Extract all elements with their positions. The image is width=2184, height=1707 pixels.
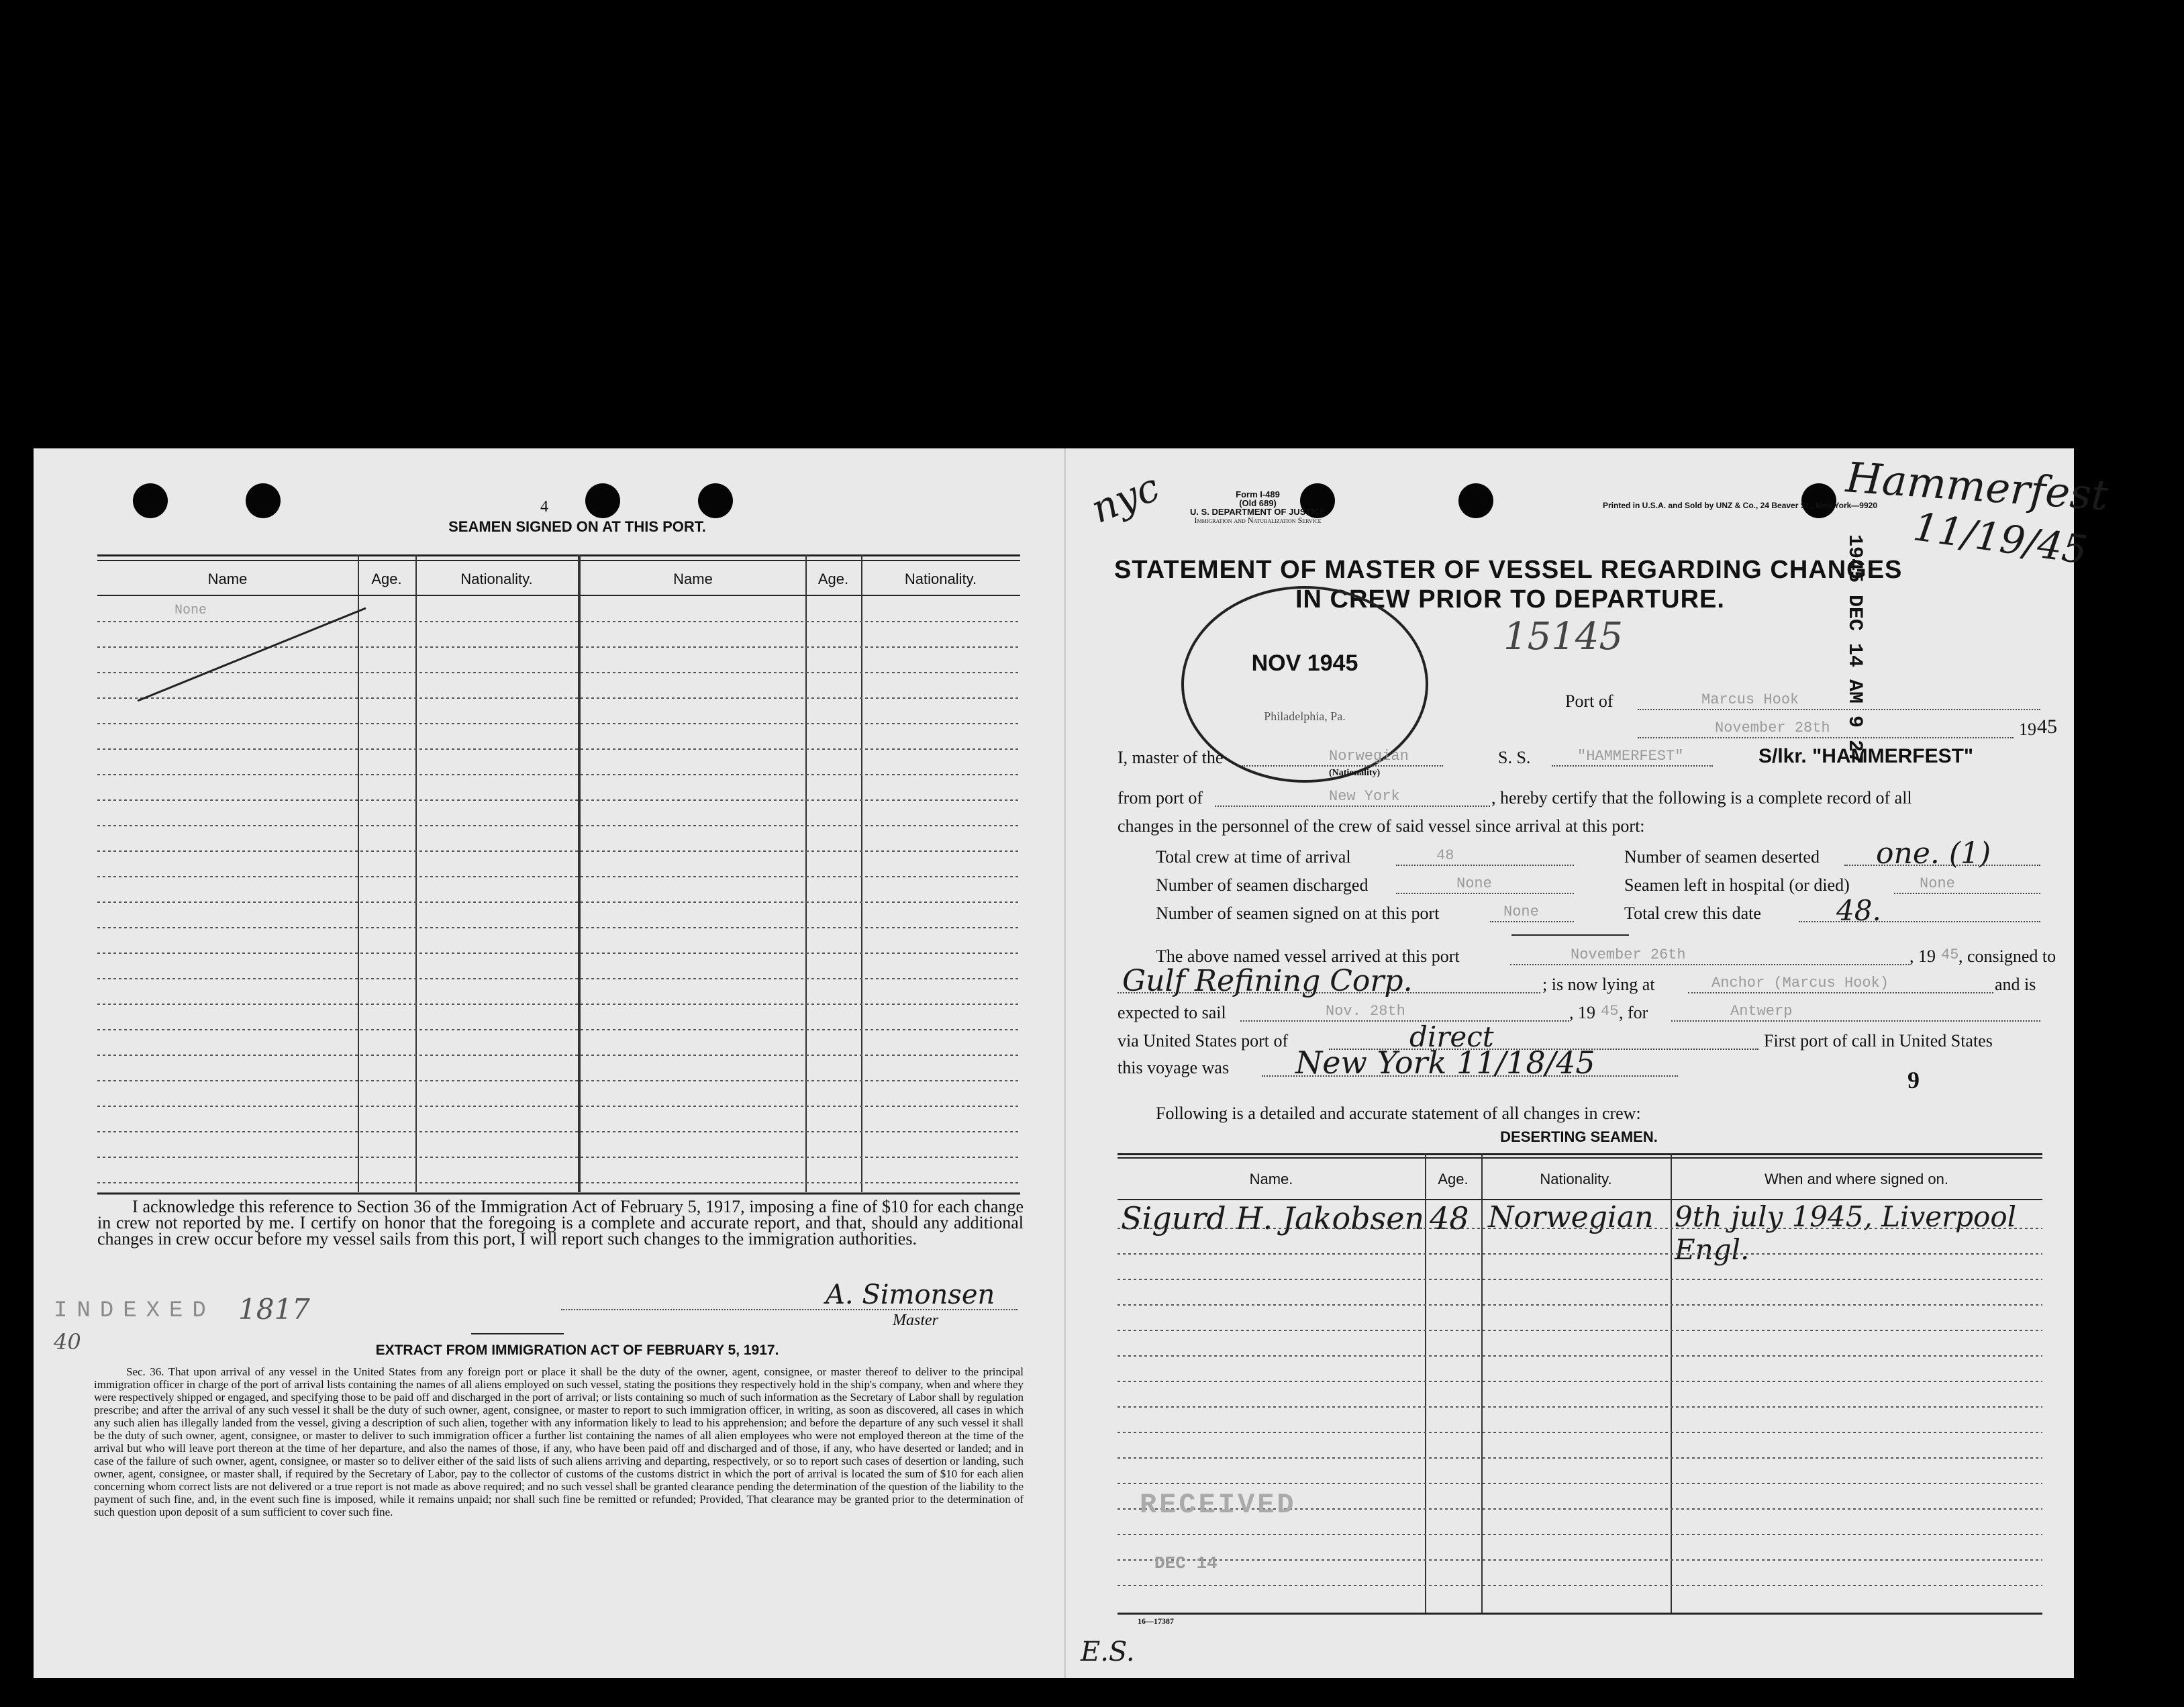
total-crew-date-label: Total crew this date bbox=[1624, 904, 1761, 923]
port-value: Marcus Hook bbox=[1701, 691, 1799, 708]
lying-value: Anchor (Marcus Hook) bbox=[1711, 975, 1889, 991]
nyc-annotation: nyc bbox=[1084, 464, 1166, 532]
index-number-handwriting: 1817 bbox=[238, 1293, 310, 1326]
column-header-age: Age. bbox=[1438, 1171, 1469, 1187]
footer-code: 16—17387 bbox=[1138, 1616, 1174, 1626]
file-number: 15145 bbox=[1503, 615, 1624, 659]
title-line-1: STATEMENT OF MASTER OF VESSEL REGARDING CHANGES bbox=[1114, 556, 1903, 584]
department-name: U. S. DEPARTMENT OF JUSTICE bbox=[1190, 507, 1326, 517]
master-signature-line bbox=[561, 1309, 1017, 1310]
master-signature: A. Simonsen bbox=[826, 1279, 995, 1310]
form-number: Form I-489 bbox=[1236, 489, 1280, 499]
certify-text: , hereby certify that the following is a complete record of all bbox=[1491, 788, 1912, 808]
via-label: via United States port of bbox=[1118, 1031, 1289, 1051]
and-is-text: and is bbox=[1995, 975, 2036, 994]
deserter-age: 48 bbox=[1430, 1200, 1469, 1236]
total-crew-date-value: 48. bbox=[1836, 894, 1881, 927]
signed-on-value: None bbox=[1503, 904, 1539, 920]
changes-text: changes in the personnel of the crew of said vessel since arrival at this port: bbox=[1118, 816, 1645, 836]
punch-hole bbox=[698, 483, 733, 518]
arrived-year-prefix: , 19 bbox=[1909, 946, 1936, 966]
page-fold bbox=[1064, 448, 1066, 1678]
received-side-stamp bbox=[1836, 534, 1866, 769]
expected-year-prefix: , 19 bbox=[1569, 1003, 1595, 1022]
year-prefix: 19 bbox=[2019, 720, 2036, 739]
extract-text: Sec. 36. That upon arrival of any vessel in the United States from any foreign port or place it shall be the duty of the owner, agent, consignee, or master thereof to deliver to the principal immigration officer in charge of the port of arrival lists containing the names of all aliens employed on such vessel, stating the positions they respectively hold in the ship's company, when and where they were respectively shipped or engaged, and specifying those to be paid off and discharged in the port of arrival; or lists containing so much of such information as the Secretary of Labor shall by regulation prescribe; and after the arrival of any such vessel it shall be the duty of such owner, agent, consignee, or master to report to such immigration officer, in writing, as soon as discovered, all cases in which any such alien has illegally landed from the vessel, giving a description of such alien, together with any information likely to lead to his apprehension; and before the departure of any such vessel it shall be the duty of such owner, agent, consignee, or master to deliver to such immigration officer a further list containing the names of all alien employees who were not employed thereon at the time of the arrival but who will leave port thereon at the time of her departure, and also the names of those, if any, who have been paid off and discharged and of those, if any, who have deserted or landed; and in case of the failure of such owner, agent, consignee, or master so to deliver either of the said lists of such aliens arriving and departing, respectively, or so to report such cases of desertion or landing, such owner, agent, consignee, or master shall, if required by the Secretary of Labor, pay to the collector of customs of the customs district in which the port of arrival is located the sum of $10 for each alien concerning whom correct lists are not delivered or a true report is not made as above required; and no such vessel shall be granted clearance pending the determination of the question of the liability to the payment of such fine, and, in the event such fine is imposed, while it remains unpaid; nor shall such fine be remitted or refunded; Provided, That clearance may be granted prior to the determination of such question upon deposit of a sum sufficient to cover such fine. bbox=[94, 1365, 1024, 1518]
deserter-signed-on: 9th july 1945, Liverpool Engl. bbox=[1675, 1200, 2017, 1266]
deserted-value: one. (1) bbox=[1876, 836, 1991, 871]
none-entry: None bbox=[175, 603, 207, 618]
date-value: November 28th bbox=[1715, 720, 1830, 736]
acknowledgment-text: I acknowledge this reference to Section 36 of the Immigration Act of February 5, 1917, imposing a fine of $10 for each change in crew not reported by me. I certify on honor that the foregoing is a complete and accurate report, and that, should any additional changes in crew occur before my vessel sails from this port, I will report such changes to the immigration authorities. bbox=[97, 1197, 1024, 1249]
deserting-table-ruling bbox=[1118, 1153, 2042, 1623]
extract-title: EXTRACT FROM IMMIGRATION ACT OF FEBRUARY 5, 1917. bbox=[375, 1343, 779, 1358]
seamen-signed-on-title: SEAMEN SIGNED ON AT THIS PORT. bbox=[448, 518, 706, 535]
voyage-label: this voyage was bbox=[1118, 1058, 1230, 1077]
column-header-age: Age. bbox=[371, 571, 402, 587]
column-header-name: Name bbox=[673, 571, 713, 587]
column-header-nationality: Nationality. bbox=[904, 571, 977, 587]
table-ruling bbox=[97, 554, 1020, 1199]
arrived-label: The above named vessel arrived at this port bbox=[1156, 946, 1460, 966]
ss-label: S. S. bbox=[1498, 748, 1531, 767]
vessel-annotation: Hammerfest bbox=[1844, 452, 2110, 520]
discharged-label: Number of seamen discharged bbox=[1156, 875, 1369, 895]
title-line-2: IN CREW PRIOR TO DEPARTURE. bbox=[1295, 585, 1725, 614]
consigned-label: , consigned to bbox=[1958, 946, 2056, 966]
lying-label: ; is now lying at bbox=[1542, 975, 1655, 994]
column-header-name: Name. bbox=[1249, 1171, 1293, 1187]
index-initials-handwriting: 40 bbox=[54, 1329, 81, 1355]
column-header-age: Age. bbox=[817, 571, 849, 587]
master-of-label: I, master of the bbox=[1118, 748, 1224, 767]
total-crew-arrival-label: Total crew at time of arrival bbox=[1156, 847, 1351, 867]
column-header-nationality: Nationality. bbox=[460, 571, 533, 587]
column-header-signed-on: When and where signed on. bbox=[1765, 1171, 1948, 1187]
deserting-seamen-table bbox=[1118, 1153, 2042, 1643]
extract-rule bbox=[471, 1333, 564, 1334]
expected-value: Nov. 28th bbox=[1326, 1003, 1405, 1020]
ss-value: "HAMMERFEST" bbox=[1577, 748, 1684, 765]
punch-hole bbox=[585, 483, 620, 518]
following-text: Following is a detailed and accurate statement of all changes in crew: bbox=[1156, 1104, 1641, 1123]
date-annotation: 11/19/45 bbox=[1910, 503, 2090, 573]
column-header-name: Name bbox=[207, 571, 248, 587]
indexed-stamp: INDEXED bbox=[54, 1298, 215, 1324]
punch-hole bbox=[133, 483, 168, 518]
from-port-value: New York bbox=[1329, 788, 1400, 805]
master-label: Master bbox=[893, 1312, 938, 1329]
received-date-stamp: DEC 14 bbox=[1154, 1553, 1218, 1573]
signed-on-label: Number of seamen signed on at this port bbox=[1156, 904, 1440, 923]
for-value: Antwerp bbox=[1730, 1003, 1793, 1020]
deserted-label: Number of seamen deserted bbox=[1624, 847, 1820, 867]
hospital-label: Seamen left in hospital (or died) bbox=[1624, 875, 1850, 895]
deserter-name: Sigurd H. Jakobsen bbox=[1121, 1200, 1425, 1236]
left-page-number: 4 bbox=[540, 498, 548, 516]
nationality-value: Norwegian bbox=[1329, 748, 1409, 765]
punch-hole bbox=[1458, 483, 1493, 518]
hospital-value: None bbox=[1920, 875, 1955, 892]
strike-through-line bbox=[138, 608, 366, 701]
form-id-block bbox=[1130, 490, 1385, 525]
right-page-number: 9 bbox=[1907, 1067, 1920, 1093]
first-port-label: First port of call in United States bbox=[1764, 1031, 1993, 1051]
expected-label: expected to sail bbox=[1118, 1003, 1226, 1022]
expected-year: 45 bbox=[1601, 1003, 1619, 1020]
stamp-office: Philadelphia, Pa. bbox=[1264, 710, 1346, 723]
via-value: direct bbox=[1409, 1020, 1494, 1053]
deserter-nationality: Norwegian bbox=[1488, 1200, 1654, 1234]
form-old-number: (Old 689) bbox=[1239, 498, 1277, 508]
discharged-value: None bbox=[1456, 875, 1492, 892]
consignee-value: Gulf Refining Corp. bbox=[1122, 964, 1413, 998]
voyage-value: New York 11/18/45 bbox=[1295, 1044, 1595, 1081]
total-crew-arrival-value: 48 bbox=[1436, 847, 1454, 864]
from-port-label: from port of bbox=[1118, 788, 1203, 808]
initials-annotation: E.S. bbox=[1081, 1637, 1135, 1667]
for-label: , for bbox=[1619, 1003, 1648, 1022]
printer-notice: Printed in U.S.A. and Sold by UNZ & Co., 24 Beaver St., New York—9920 bbox=[1603, 501, 1877, 510]
year-value: 45 bbox=[2037, 716, 2057, 738]
received-stamp: RECEIVED bbox=[1140, 1489, 1297, 1521]
column-header-nationality: Nationality. bbox=[1540, 1171, 1612, 1187]
arrived-year: 45 bbox=[1941, 946, 1959, 963]
document-sheet bbox=[34, 448, 2110, 1678]
side-stamp-text: 1945 DEC 14 AM 9 27 bbox=[1843, 534, 1866, 765]
nationality-caption: (Nationality) bbox=[1329, 768, 1381, 778]
signed-on-table bbox=[97, 554, 1020, 1306]
deserting-seamen-title: DESERTING SEAMEN. bbox=[1500, 1128, 1658, 1145]
service-name: Immigration and Naturalization Service bbox=[1194, 516, 1322, 525]
punch-hole bbox=[246, 483, 281, 518]
ss-stamp: S/lkr. "HAMMERFEST" bbox=[1758, 745, 1974, 767]
port-label: Port of bbox=[1565, 691, 1614, 711]
stamp-date: NOV 1945 bbox=[1251, 650, 1358, 676]
arrived-value: November 26th bbox=[1571, 946, 1686, 963]
